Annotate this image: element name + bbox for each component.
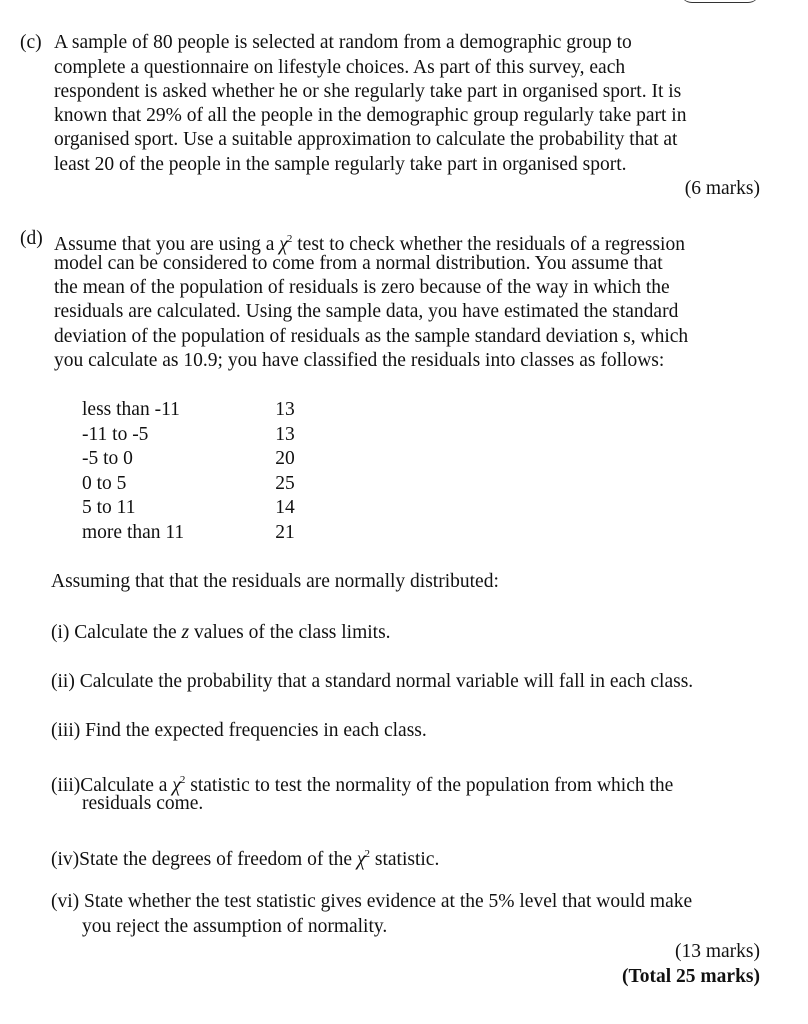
part-d-line: the mean of the population of residuals is zero because of the way in which the [54,277,670,298]
table-freq-cell: 20 [275,448,295,469]
part-d-line: model can be considered to come from a normal distribution. You assume that [54,253,663,274]
table-freq-cell: 25 [275,473,295,494]
table-freq-cell: 14 [275,497,295,518]
part-c-line: organised sport. Use a suitable approximation to calculate the probability that at [54,129,678,150]
part-c-marks: (6 marks) [684,178,760,199]
chi-squared-symbol: $\chi^2$ [279,233,293,255]
top-marks-fragment [680,0,760,3]
question-iii-chi-cont: residuals come. [82,793,204,814]
part-d-line-1: Assume that you are using a $\chi^2$ test to check whether the residuals of a regression [54,233,685,255]
table-class-cell: less than -11 [82,399,180,420]
question-iii-chi: (iii)Calculate a $\chi^2$ statistic to test the normality of the population from which the [51,774,674,796]
part-d-line: deviation of the population of residuals as the sample standard deviation s, which [54,326,689,347]
part-d-marks: (13 marks) [674,941,760,962]
part-d-line: you calculate as 10.9; you have classified the residuals into classes as follows: [54,350,665,371]
part-d-line: residuals are calculated. Using the sample data, you have estimated the standard [54,301,679,322]
table-class-cell: -11 to -5 [82,424,149,445]
part-d-label: (d) [20,228,43,249]
part-c-line: respondent is asked whether he or she regularly take part in organised sport. It is [54,81,682,102]
table-class-cell: -5 to 0 [82,448,133,469]
part-c-line: A sample of 80 people is selected at random from a demographic group to [54,32,632,53]
table-class-cell: 5 to 11 [82,497,136,518]
table-freq-cell: 13 [275,399,295,420]
question-ii: (ii) Calculate the probability that a standard normal variable will fall in each class. [51,671,694,692]
chi-squared-symbol: $\chi^2$ [356,848,371,870]
table-class-cell: 0 to 5 [82,473,127,494]
chi-squared-symbol: $\chi^2$ [172,774,186,796]
question-iii: (iii) Find the expected frequencies in each class. [51,720,427,741]
total-marks: (Total 25 marks) [622,966,760,987]
table-freq-cell: 13 [275,424,295,445]
part-c-line: known that 29% of all the people in the demographic group regularly take part in [54,105,687,126]
question-i: (i) Calculate the z values of the class limits. [51,622,391,643]
part-c-line: complete a questionnaire on lifestyle choices. As part of this survey, each [54,57,626,78]
question-vi: (vi) State whether the test statistic gives evidence at the 5% level that would make [51,891,693,912]
table-freq-cell: 21 [275,522,295,543]
part-c-line: least 20 of the people in the sample regularly take part in organised sport. [54,154,627,175]
question-vi-cont: you reject the assumption of normality. [82,916,388,937]
question-iv: (iv)State the degrees of freedom of the $\chi^2$ statistic. [51,848,440,870]
part-c-label: (c) [20,32,42,53]
table-class-cell: more than 11 [82,522,185,543]
assumption-text: Assuming that that the residuals are normally distributed: [51,571,499,592]
